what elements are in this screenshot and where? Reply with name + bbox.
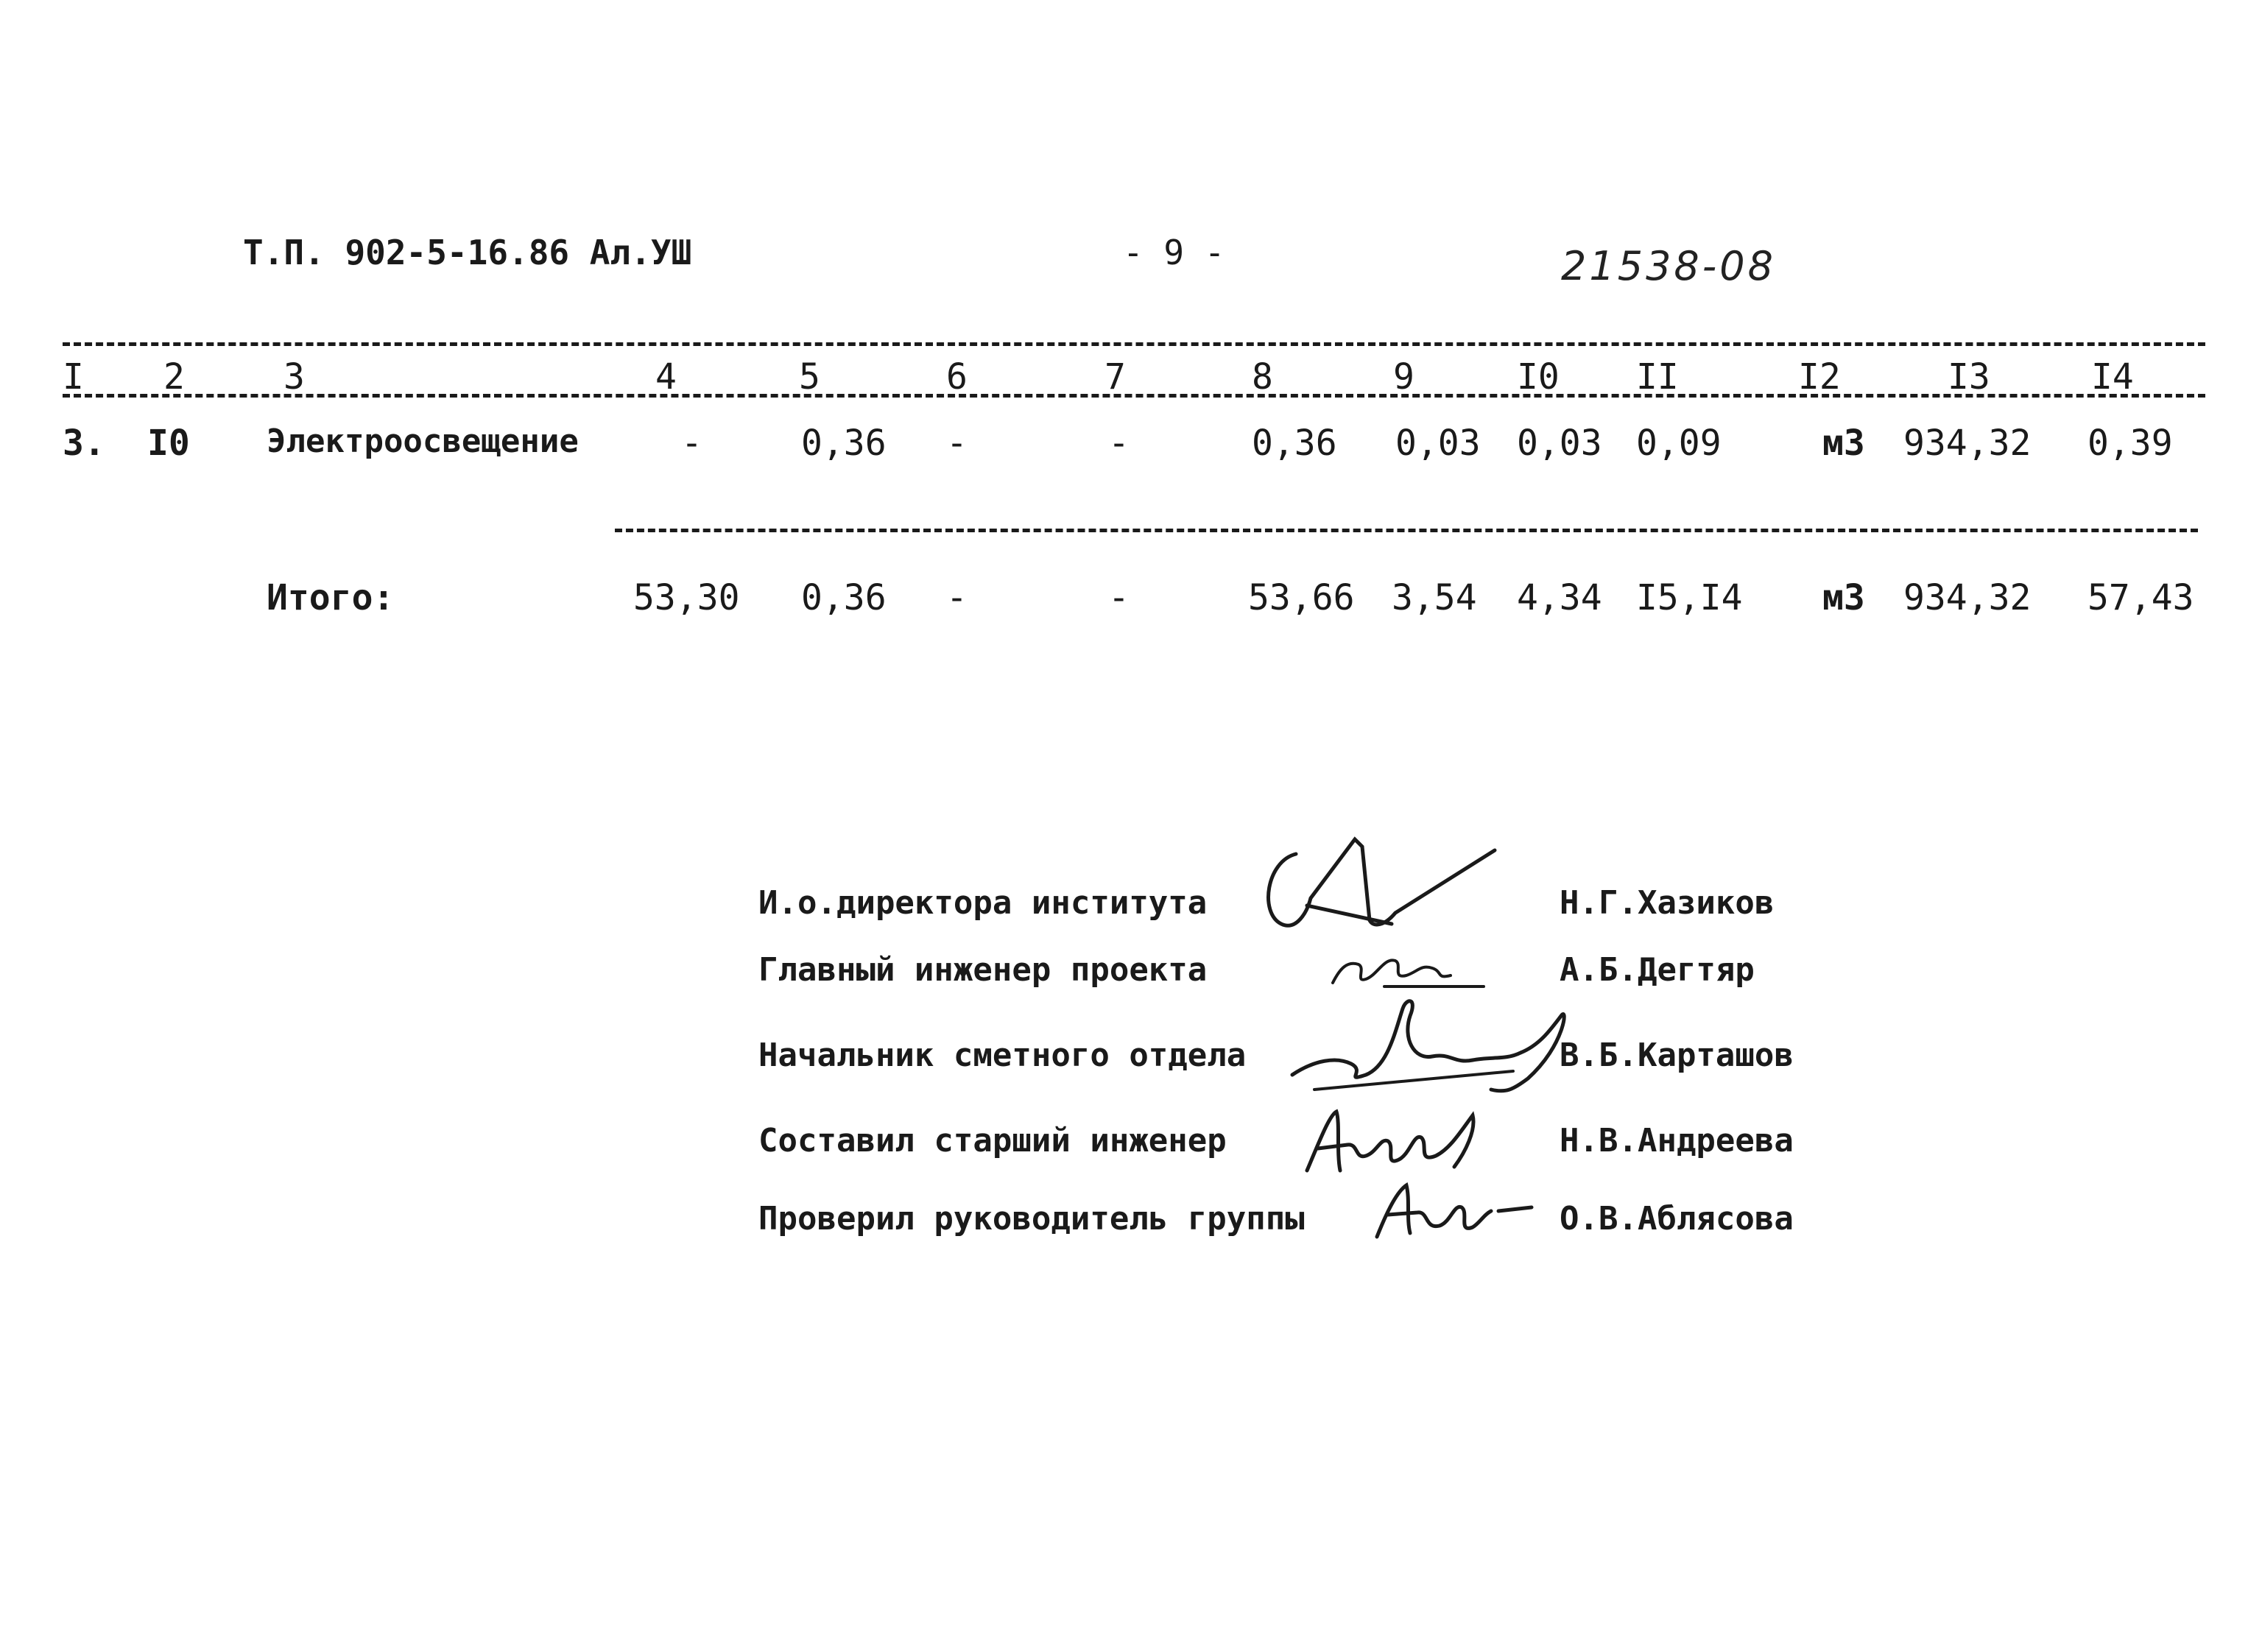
- signature-name: Н.Г.Хазиков: [1560, 884, 1775, 922]
- column-number: 9: [1393, 356, 1414, 398]
- document-reference: Т.П. 902-5-16.86 Ал.УШ: [243, 233, 692, 272]
- signature-name: Н.В.Андреева: [1560, 1122, 1794, 1159]
- table-top-rule: [63, 342, 2205, 346]
- column-number: 5: [799, 356, 820, 398]
- table-cell: 934,32: [1903, 423, 2032, 464]
- table-cell: 0,36: [801, 423, 887, 464]
- table-cell: -: [681, 423, 702, 464]
- signature-role: И.о.директора института: [758, 884, 1208, 922]
- table-cell: -: [1108, 423, 1130, 464]
- total-cell: -: [946, 577, 968, 618]
- row-title: Электроосвещение: [267, 423, 579, 460]
- column-number: I0: [1517, 356, 1560, 398]
- archive-number: 21538-08: [1561, 243, 1776, 289]
- column-number: 6: [946, 356, 968, 398]
- column-number: I3: [1948, 356, 1990, 398]
- total-cell: -: [1108, 577, 1130, 618]
- total-cell: 4,34: [1517, 577, 1602, 618]
- total-cell: 53,30: [633, 577, 740, 618]
- total-cell-unit: м3: [1822, 577, 1865, 618]
- signature-name: О.В.Аблясова: [1560, 1200, 1794, 1238]
- column-number: 2: [163, 356, 185, 398]
- total-label: Итого:: [267, 577, 395, 618]
- table-cell: 0,03: [1395, 423, 1481, 464]
- handwritten-signature-director: [1252, 832, 1502, 942]
- signature-name: В.Б.Карташов: [1560, 1037, 1794, 1074]
- total-cell: 57,43: [2087, 577, 2194, 618]
- table-cell: 0,39: [2087, 423, 2173, 464]
- column-number: 4: [655, 356, 677, 398]
- column-number: II: [1636, 356, 1679, 398]
- handwritten-signature-group-head: [1370, 1174, 1539, 1248]
- total-cell: I5,I4: [1636, 577, 1743, 618]
- table-cell: -: [946, 423, 968, 464]
- column-number: I2: [1798, 356, 1841, 398]
- table-cell: 0,36: [1252, 423, 1337, 464]
- signature-role: Главный инженер проекта: [758, 951, 1208, 989]
- row-number: 3.: [63, 423, 105, 464]
- column-header-rule: [63, 394, 2205, 398]
- column-number: 8: [1252, 356, 1273, 398]
- table-cell: 0,09: [1636, 423, 1722, 464]
- signature-role: Составил старший инженер: [758, 1122, 1227, 1159]
- column-number: 7: [1104, 356, 1126, 398]
- signature-role: Начальник сметного отдела: [758, 1037, 1247, 1074]
- column-number: I: [63, 356, 84, 398]
- total-cell: 934,32: [1903, 577, 2032, 618]
- signature-role: Проверил руководитель группы: [758, 1200, 1305, 1238]
- row-code: I0: [147, 423, 190, 464]
- signature-name: А.Б.Дегтяр: [1560, 951, 1755, 989]
- table-cell-unit: м3: [1822, 423, 1865, 464]
- total-cell: 53,66: [1248, 577, 1355, 618]
- column-number: 3: [283, 356, 305, 398]
- handwritten-signature-estimate-head: [1285, 986, 1579, 1104]
- table-cell: 0,03: [1517, 423, 1602, 464]
- total-rule: [615, 529, 2198, 532]
- total-cell: 0,36: [801, 577, 887, 618]
- total-cell: 3,54: [1392, 577, 1477, 618]
- column-number: I4: [2091, 356, 2134, 398]
- page-number: - 9 -: [1123, 233, 1225, 272]
